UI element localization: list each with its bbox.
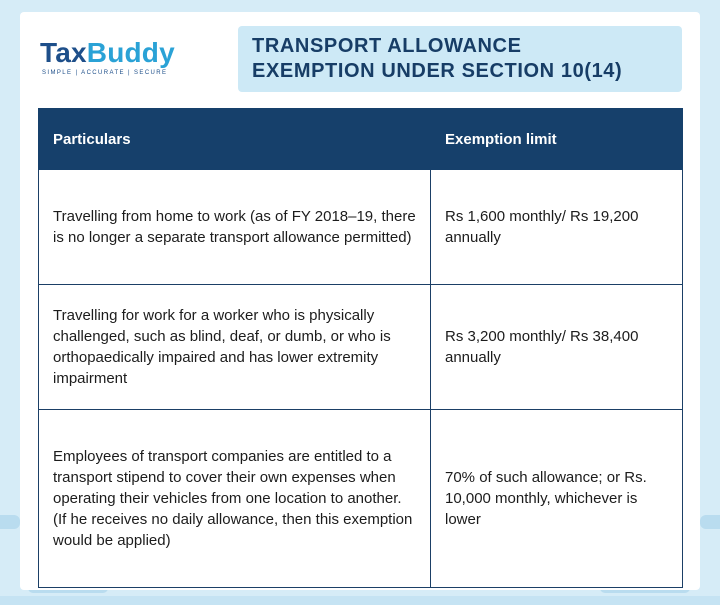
brand-logo [40, 38, 175, 76]
decorative-tab-left [0, 515, 20, 529]
title-line-1: TRANSPORT ALLOWANCE [252, 35, 522, 57]
header-particulars: Particulars [39, 109, 431, 170]
cell-exemption-limit: 70% of such allowance; or Rs. 10,000 monthly, whichever is lower [431, 410, 683, 588]
brand-name-part2: Buddy [86, 37, 175, 68]
title-banner [238, 26, 682, 92]
table-row [39, 410, 683, 588]
header-exemption-limit: Exemption limit [431, 109, 683, 170]
cell-particulars: Employees of transport companies are entitled to a transport stipend to cover their own expenses when operating their vehicles from one location to another. (If he receives no daily allowance, then this exemption would be applied) [39, 410, 431, 588]
cell-particulars: Travelling from home to work (as of FY 2018–19, there is no longer a separate transport allowance permitted) [39, 170, 431, 285]
table-header-row [39, 109, 683, 170]
title-line-2: EXEMPTION UNDER SECTION 10(14) [252, 60, 623, 82]
exemption-table [38, 108, 683, 588]
decorative-strip [0, 596, 720, 605]
table-row [39, 285, 683, 410]
cell-exemption-limit: Rs 3,200 monthly/ Rs 38,400 annually [431, 285, 683, 410]
brand-name-part1: Tax [40, 37, 87, 68]
cell-particulars: Travelling for work for a worker who is physically challenged, such as blind, deaf, or dumb, or who is orthopaedically impaired and has lower extremity impairment [39, 285, 431, 410]
table-row [39, 170, 683, 285]
decorative-tab-right [700, 515, 720, 529]
cell-exemption-limit: Rs 1,600 monthly/ Rs 19,200 annually [431, 170, 683, 285]
brand-name [40, 38, 175, 68]
brand-tagline: SIMPLE | ACCURATE | SECURE [42, 70, 168, 76]
